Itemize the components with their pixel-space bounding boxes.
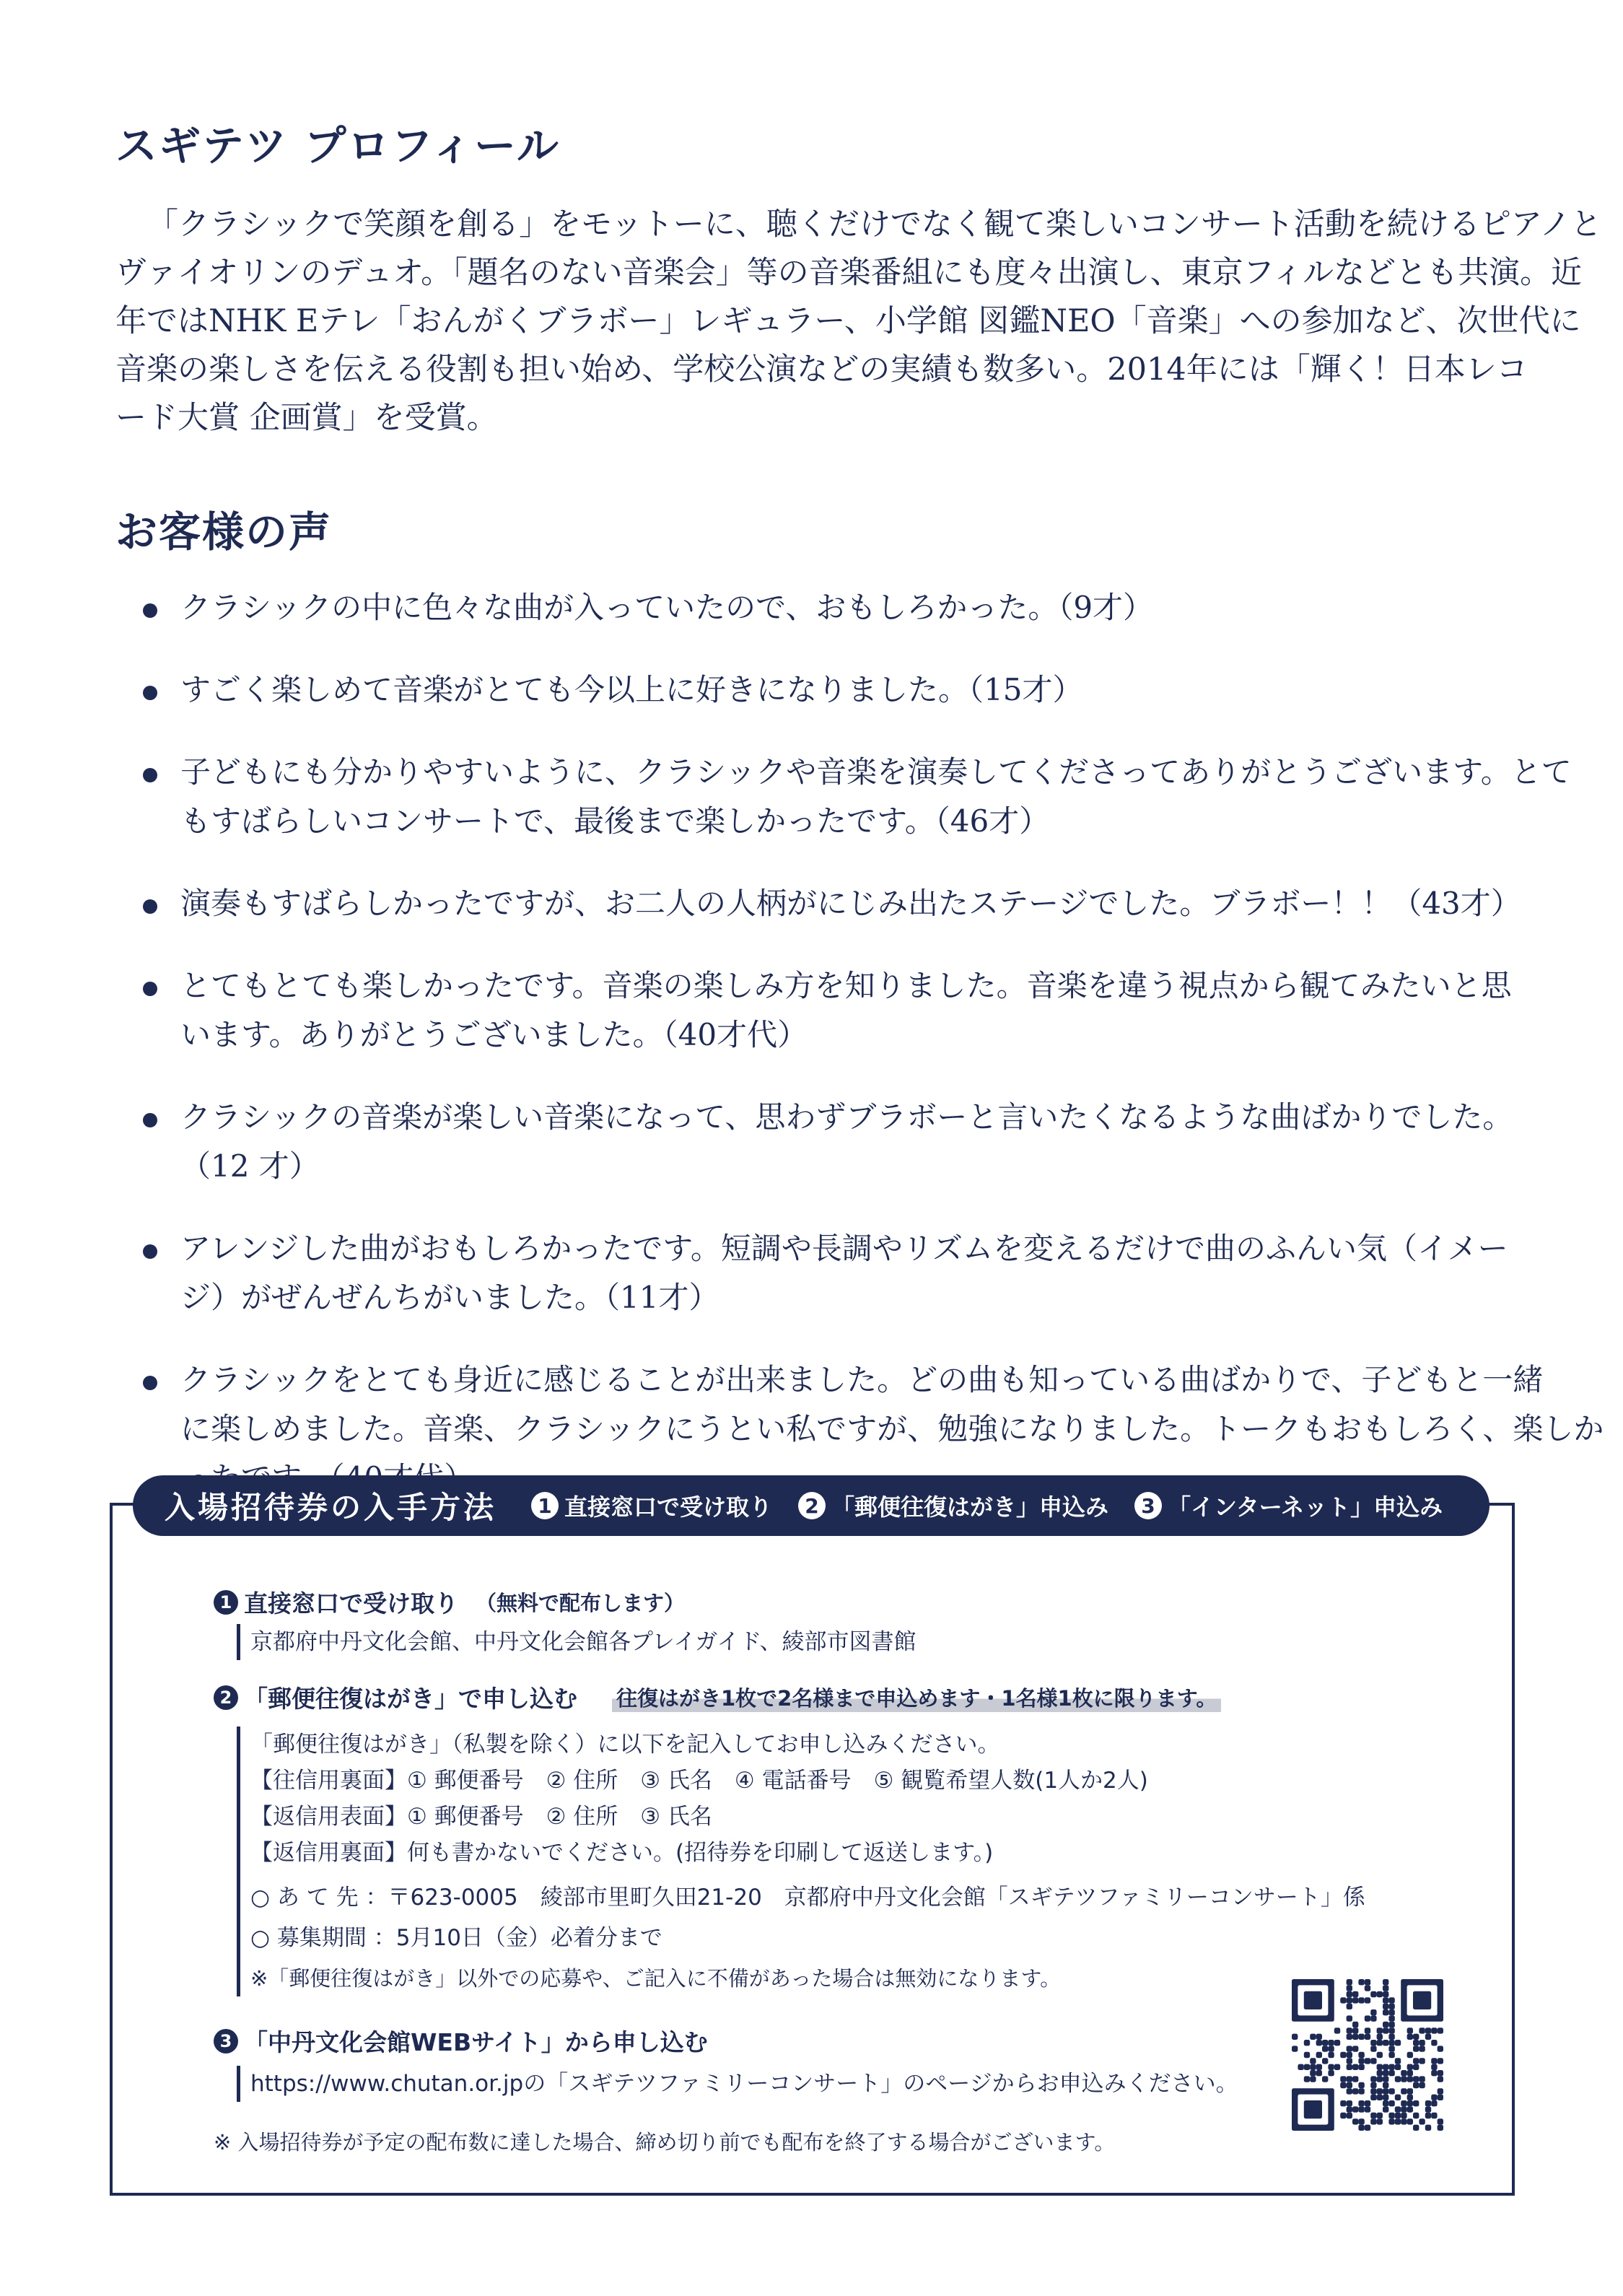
number-2-icon: 2 xyxy=(798,1492,826,1519)
section-1-heading: 1 直接窓口で受け取り （無料で配布します） xyxy=(214,1585,685,1619)
number-3-icon: 3 xyxy=(214,2029,238,2053)
profile-line: 年ではNHK Eテレ「おんがくブラボー」レギュラー、小学館 図鑑NEO「音楽」への参加など、次世代に xyxy=(115,303,1581,339)
profile-heading: スギテツ プロフィール xyxy=(115,121,560,170)
number-2-icon: 2 xyxy=(214,1685,238,1710)
number-3-icon: 3 xyxy=(1134,1492,1162,1519)
invalid-note: ※「郵便往復はがき」以外での応募や、ご記入に不備があった場合は無効になります。 xyxy=(250,1966,1062,1991)
bullet-icon xyxy=(143,899,157,914)
profile-text xyxy=(115,201,1602,442)
profile-line: ード大賞 企画賞」を受賞。 xyxy=(115,400,498,436)
list-item: 演奏もすばらしかったですが、お二人の人柄がにじみ出たステージでした。ブラボー！！（43才） xyxy=(115,879,1521,928)
bullet-icon xyxy=(143,603,157,618)
ticket-banner-title: 入場招待券の入手方法 xyxy=(165,1490,497,1525)
list-item: クラシックをとても身近に感じることが出来ました。どの曲も知っている曲ばかりで、子どもと一緒 に楽しめました。音楽、クラシックにうとい私ですが、勉強になりました。トークもおもしろく、楽しか xyxy=(115,1356,1604,1503)
profile-line: ヴァイオリンのデュオ。「題名のない音楽会」等の音楽番組にも度々出演し、東京フィルなどとも共演。近 xyxy=(115,255,1583,291)
list-item: 子どもにも分かりやすいように、クラシックや音楽を演奏してくださってありがとうございます。とて もすばらしいコンサートで、最後まで楽しかったです。（46才） xyxy=(115,748,1572,846)
list-item: すごく楽しめて音楽がとても今以上に好きになりました。（15才） xyxy=(115,665,1082,715)
section-3-body xyxy=(237,2066,1238,2102)
bullet-icon xyxy=(143,686,157,700)
banner-option-3: 3 「インターネット」申込み xyxy=(1134,1489,1443,1522)
list-item: クラシックの中に色々な曲が入っていたので、おもしろかった。（9才） xyxy=(115,583,1153,632)
ticket-banner xyxy=(133,1475,1489,1536)
website-link[interactable]: https://www.chutan.or.jpの「スギテツファミリーコンサート」のページからお申込みください。 xyxy=(250,2071,1238,2097)
number-1-icon: 1 xyxy=(214,1590,238,1615)
address-line: ○ あ て 先 ：〒623-0005 綾部市里町久田21-20 京都府中丹文化会館「スギテツファミリーコンサート」係 xyxy=(250,1885,1365,1911)
bullet-icon xyxy=(143,1244,157,1259)
bullet-icon xyxy=(143,1376,157,1390)
bullet-icon xyxy=(143,768,157,782)
qr-code-icon[interactable] xyxy=(1292,1979,1443,2131)
highlight-note: 往復はがき1枚で2名様まで申込めます・1名様1枚に限ります。 xyxy=(612,1682,1221,1712)
profile-line: 音楽の楽しさを伝える役割も担い始め、学校公演などの実績も数多い。2014年には「輝く！日本レコ xyxy=(115,352,1528,388)
list-item: アレンジした曲がおもしろかったです。短調や長調やリズムを変えるだけで曲のふんい気（イメー ジ）がぜんぜんちがいました。（11才） xyxy=(115,1224,1508,1322)
number-1-icon: 1 xyxy=(531,1492,559,1519)
voices-heading: お客様の声 xyxy=(115,507,333,556)
section-1-body: 京都府中丹文化会館、中丹文化会館各プレイガイド、綾部市図書館 xyxy=(237,1624,917,1660)
section-2-body: 「郵便往復はがき」（私製を除く）に以下を記入してお申し込みください。 【往信用裏面】① 郵便番号 ② 住所 ③ 氏名 ④ 電話番号 ⑤ 観覧希望人数(1人か2人) 【返信用表面】① 郵便番号 ② 住所 ③ 氏名 【返信用裏面】何も書かないでください。(招待券を印刷して返送します。) ○ あ て 先 ：〒623-0005 綾部市里町久田21-20 京都府中丹文化会館「スギテツファミリーコンサート」係 ○ 募集期間 ：5月10日（金）必着分まで ※「郵便往復はがき」以外での応募や、ご記入に不備があった場合は無効になります。 xyxy=(237,1727,1365,1996)
banner-option-2: 2 「郵便往復はがき」申込み xyxy=(798,1489,1108,1522)
footnote: ※ 入場招待券が予定の配布数に達した場合、締め切り前でも配布を終了する場合がございます。 xyxy=(214,2130,1116,2155)
profile-line: 「クラシックで笑顔を創る」をモットーに、聴くだけでなく観て楽しいコンサート活動を続けるピアノと xyxy=(147,206,1602,243)
list-item: とてもとても楽しかったです。音楽の楽しみ方を知りました。音楽を違う視点から観てみたいと思 います。ありがとうございました。（40才代） xyxy=(115,961,1512,1060)
list-item: クラシックの音楽が楽しい音楽になって、思わずブラボーと言いたくなるような曲ばかりでした。 （12 才） xyxy=(115,1093,1513,1191)
deadline-line: ○ 募集期間 ：5月10日（金）必着分まで xyxy=(250,1925,662,1951)
bullet-icon xyxy=(143,1113,157,1127)
banner-option-1: 1 直接窓口で受け取り xyxy=(531,1489,772,1522)
section-3-heading: 3 「中丹文化会館WEBサイト」から申し込む xyxy=(214,2024,708,2058)
section-2-heading: 2 「郵便往復はがき」で申し込む 往復はがき1枚で2名様まで申込めます・1名様1枚に限ります。 xyxy=(214,1680,1221,1714)
bullet-icon xyxy=(143,982,157,996)
